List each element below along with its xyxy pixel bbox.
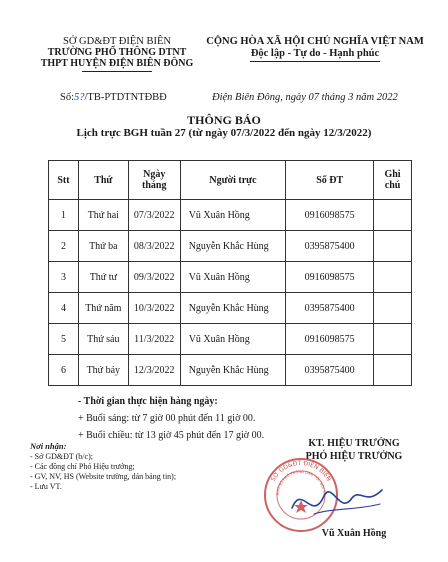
country-name: CỘNG HÒA XÃ HỘI CHỦ NGHĨA VIỆT NAM	[206, 36, 424, 47]
duty-schedule-table	[48, 160, 412, 386]
recipient-item: - Các đồng chí Phó Hiệu trưởng;	[30, 462, 135, 471]
table-row	[49, 293, 412, 324]
work-hours	[78, 393, 264, 444]
document-title: THÔNG BÁO	[187, 113, 261, 127]
cell-phone: 0395875400	[286, 231, 374, 262]
org-line-2: TRƯỜNG PHỔ THÔNG DTNT	[47, 47, 187, 58]
cell-stt: 1	[49, 200, 79, 231]
seal-outer-text: SỞ GD&ĐT ĐIỆN BIÊN	[269, 459, 333, 483]
header-date: Ngày tháng	[128, 161, 180, 200]
header-phone: Số ĐT	[286, 161, 374, 200]
cell-weekday: Thứ sáu	[78, 324, 128, 355]
cell-weekday: Thứ hai	[78, 200, 128, 231]
doc-number-suffix: /TB-PTDTNTĐBĐ	[84, 92, 167, 103]
recipient-item: - GV, NV, HS (Website trường, dán bảng tin);	[30, 472, 177, 481]
cell-notes	[374, 293, 412, 324]
cell-stt: 2	[49, 231, 79, 262]
org-line-3: THPT HUYỆN ĐIỆN BIÊN ĐÔNG	[40, 58, 194, 69]
afternoon-hours: + Buổi chiều: từ 13 giờ 45 phút đến 17 giờ 00.	[78, 430, 265, 441]
cell-weekday: Thứ năm	[78, 293, 128, 324]
cell-weekday: Thứ tư	[78, 262, 128, 293]
table-row	[49, 355, 412, 386]
cell-date: 12/3/2022	[128, 355, 180, 386]
national-header	[192, 36, 438, 62]
issuing-organization	[22, 36, 212, 72]
cell-phone: 0395875400	[286, 293, 374, 324]
cell-notes	[374, 262, 412, 293]
recipients-title: Nơi nhận:	[30, 441, 67, 451]
table-row	[49, 231, 412, 262]
cell-notes	[374, 200, 412, 231]
work-hours-title: - Thời gian thực hiện hàng ngày:	[78, 396, 218, 407]
handwritten-signature-icon	[262, 468, 402, 528]
seal-inner-text: RƯỜNG PHỔ THÔNG DÂN TỘC NỘI TR	[275, 469, 327, 496]
signature-authority: KT. HIỆU TRƯỞNG	[308, 438, 400, 449]
cell-stt: 5	[49, 324, 79, 355]
cell-notes	[374, 355, 412, 386]
document-number	[60, 92, 167, 103]
cell-date: 11/3/2022	[128, 324, 180, 355]
header-right-rule	[250, 61, 380, 62]
signer-name: Vũ Xuân Hồng	[321, 528, 387, 539]
cell-person: Vũ Xuân Hồng	[180, 324, 286, 355]
table-header-row	[49, 161, 412, 200]
cell-person: Nguyễn Khắc Hùng	[180, 293, 286, 324]
recipients-block	[30, 441, 176, 492]
cell-date: 10/3/2022	[128, 293, 180, 324]
cell-notes	[374, 324, 412, 355]
cell-phone: 0916098575	[286, 324, 374, 355]
header-weekday: Thứ	[78, 161, 128, 200]
cell-stt: 4	[49, 293, 79, 324]
header-left-rule	[82, 71, 152, 72]
recipient-item: - Sở GD&ĐT (b/c);	[30, 452, 93, 461]
document-subtitle: Lịch trực BGH tuần 27 (từ ngày 07/3/2022 đến ngày 12/3/2022)	[76, 127, 372, 139]
morning-hours: + Buổi sáng: từ 7 giờ 00 phút đến 11 giờ 00.	[78, 413, 256, 424]
cell-notes	[374, 231, 412, 262]
header-person-on-duty: Người trực	[180, 161, 286, 200]
cell-weekday: Thứ bảy	[78, 355, 128, 386]
header-stt: Stt	[49, 161, 79, 200]
cell-weekday: Thứ ba	[78, 231, 128, 262]
cell-date: 07/3/2022	[128, 200, 180, 231]
header-notes: Ghi chú	[374, 161, 412, 200]
cell-person: Nguyễn Khắc Hùng	[180, 355, 286, 386]
cell-date: 09/3/2022	[128, 262, 180, 293]
recipient-item: - Lưu VT.	[30, 482, 62, 491]
national-motto: Độc lập - Tự do - Hạnh phúc	[250, 48, 380, 59]
table-row	[49, 324, 412, 355]
cell-person: Vũ Xuân Hồng	[180, 262, 286, 293]
place-date-line: Điện Biên Đông, ngày 07 tháng 3 năm 2022	[212, 92, 398, 103]
cell-phone: 0395875400	[286, 355, 374, 386]
cell-stt: 6	[49, 355, 79, 386]
doc-number-prefix: Số:	[60, 92, 75, 103]
cell-phone: 0916098575	[286, 200, 374, 231]
cell-stt: 3	[49, 262, 79, 293]
cell-date: 08/3/2022	[128, 231, 180, 262]
cell-phone: 0916098575	[286, 262, 374, 293]
table-row	[49, 262, 412, 293]
org-line-1: SỞ GD&ĐT ĐIỆN BIÊN	[62, 36, 171, 47]
table-row	[49, 200, 412, 231]
doc-number-handwritten: 5?	[74, 92, 85, 103]
cell-person: Vũ Xuân Hồng	[180, 200, 286, 231]
cell-person: Nguyễn Khắc Hùng	[180, 231, 286, 262]
signature-title: PHÓ HIỆU TRƯỞNG	[305, 451, 403, 462]
